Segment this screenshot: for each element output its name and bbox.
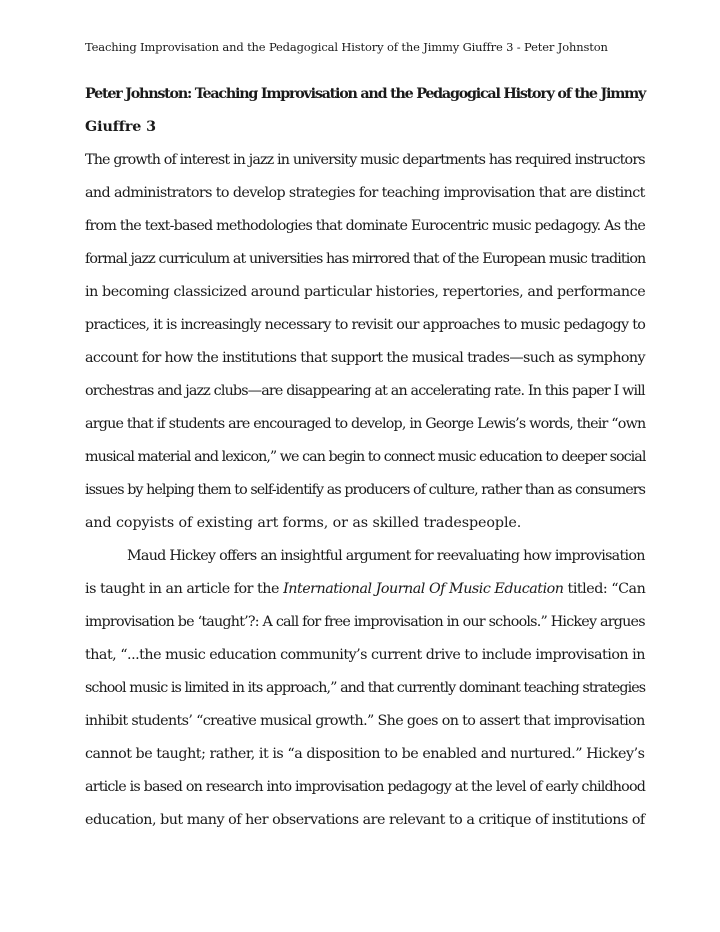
- title-line: Peter Johnston: Teaching Improvisation and the Pedagogical History of the Jimmy: [85, 86, 646, 102]
- text-line: Maud Hickey offers an insightful argument for reevaluating how improvisation: [127, 548, 645, 564]
- paragraph-1: [85, 144, 645, 540]
- text-line: cannot be taught; rather, it is “a disposition to be enabled and nurtured.” Hickey’s: [85, 746, 645, 762]
- text-line: and copyists of existing art forms, or as skilled tradespeople.: [85, 515, 522, 531]
- running-header: Teaching Improvisation and the Pedagogical History of the Jimmy Giuffre 3 - Peter Johnston: [85, 40, 608, 54]
- text-line: formal jazz curriculum at universities has mirrored that of the European music tradition: [85, 251, 646, 267]
- text-line: practices, it is increasingly necessary to revisit our approaches to music pedagogy to: [85, 317, 646, 333]
- text-line: inhibit students’ “creative musical growth.” She goes on to assert that improvisation: [85, 713, 645, 729]
- text-line: from the text-based methodologies that dominate Eurocentric music pedagogy. As the: [85, 218, 646, 234]
- title-line: Giuffre 3: [85, 119, 156, 135]
- text-line: school music is limited in its approach,” and that currently dominant teaching strategies: [85, 680, 646, 696]
- text-line: issues by helping them to self-identify as producers of culture, rather than as consumers: [85, 482, 646, 498]
- text-fragment: titled: “Can: [563, 581, 646, 597]
- text-line: and administrators to develop strategies for teaching improvisation that are distinct: [85, 185, 645, 201]
- text-fragment: is taught in an article for the: [85, 581, 284, 597]
- text-line: musical material and lexicon,” we can begin to connect music education to deeper social: [85, 449, 646, 465]
- text-line: improvisation be ‘taught’?: A call for free improvisation in our schools.” Hickey argues: [85, 614, 645, 630]
- paper-title: [85, 78, 645, 144]
- text-line: that, “...the music education community’s current drive to include improvisation in: [85, 647, 645, 663]
- text-line: account for how the institutions that support the musical trades—such as symphony: [85, 350, 645, 366]
- text-line: orchestras and jazz clubs—are disappearing at an accelerating rate. In this paper I will: [85, 383, 645, 399]
- text-line: argue that if students are encouraged to develop, in George Lewis’s words, their “own: [85, 416, 646, 432]
- document-body: [85, 78, 645, 837]
- text-line: education, but many of her observations are relevant to a critique of institutions of: [85, 812, 645, 828]
- text-line: The growth of interest in jazz in university music departments has required instructors: [85, 152, 645, 168]
- text-line-with-citation: [85, 573, 645, 606]
- journal-title: International Journal Of Music Education: [283, 581, 564, 597]
- paragraph-2: [85, 540, 645, 837]
- text-line: article is based on research into improvisation pedagogy at the level of early childhood: [85, 779, 646, 795]
- text-line: in becoming classicized around particular histories, repertories, and performance: [85, 284, 646, 300]
